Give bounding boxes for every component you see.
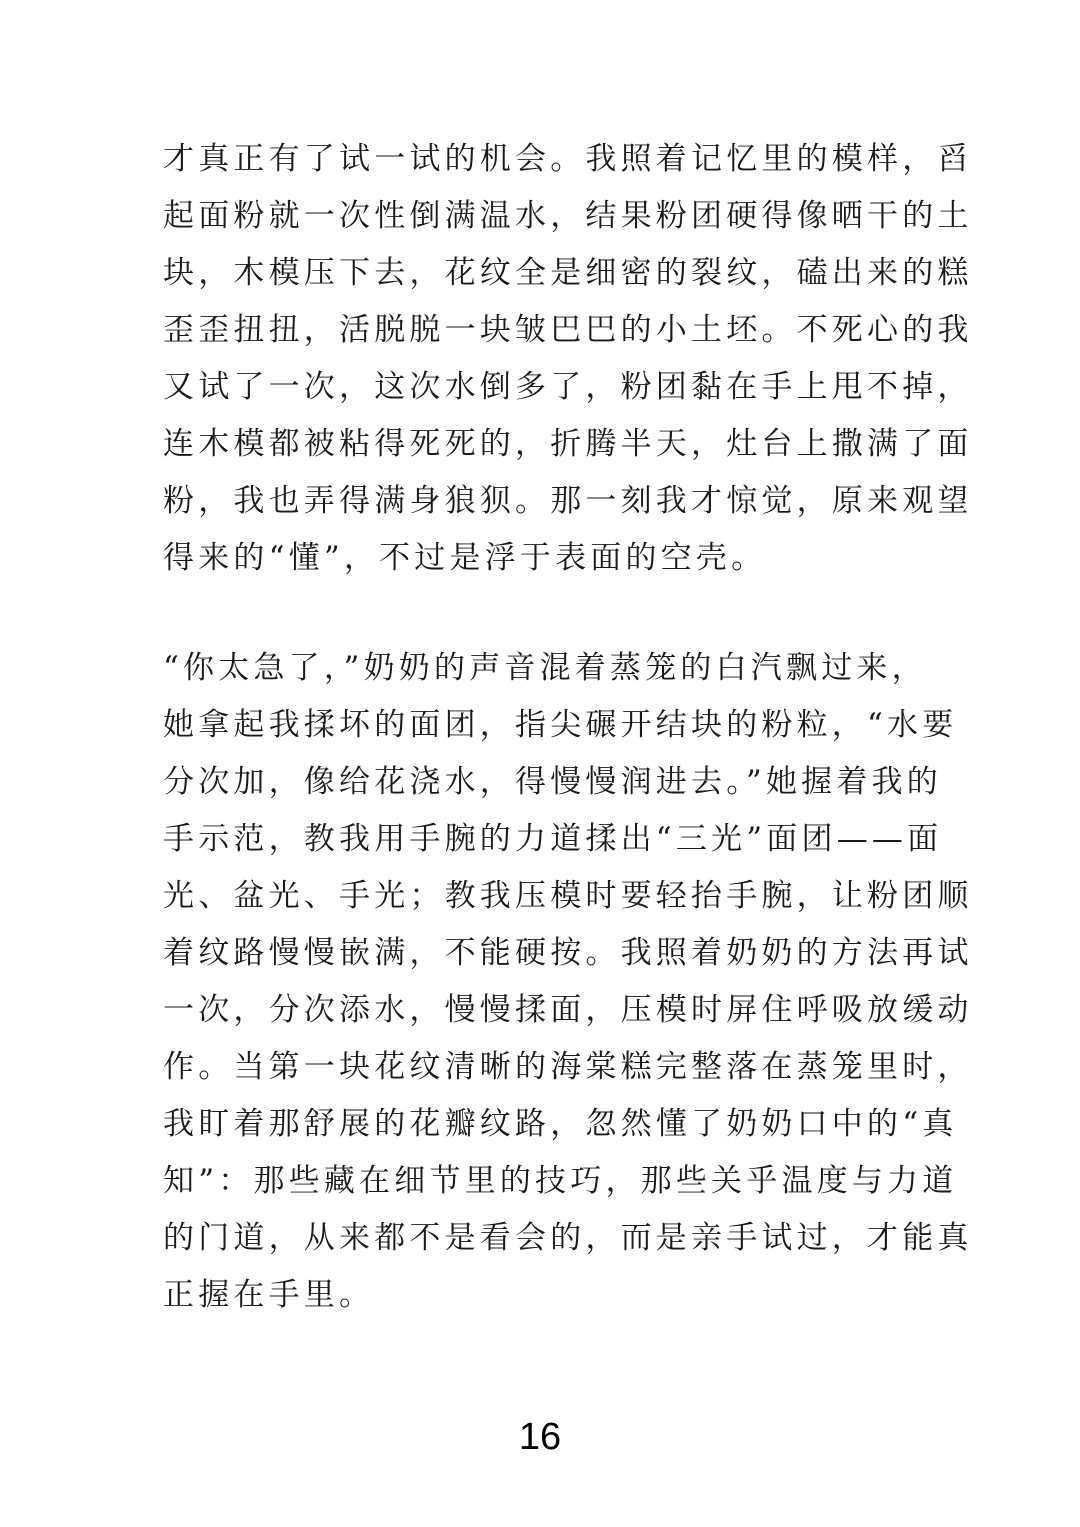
paragraph-line: 得来的“懂”，不过是浮于表面的空壳。 <box>163 540 767 576</box>
paragraph-line: 块，木模压下去，花纹全是细密的裂纹，磕出来的糕 <box>163 255 973 291</box>
paragraph-line: 歪歪扭扭，活脱脱一块皱巴巴的小土坯。不死心的我 <box>163 312 973 348</box>
paragraph-line: 一次，分次添水，慢慢揉面，压模时屏住呼吸放缓动 <box>163 992 973 1028</box>
paragraph-line: 分次加，像给花浇水，得慢慢润进去。”她握着我的 <box>163 764 942 800</box>
paragraph-line: 才真正有了试一试的机会。我照着记忆里的模样，舀 <box>163 141 973 177</box>
paragraph-line: 起面粉就一次性倒满温水，结果粉团硬得像晒干的土 <box>163 198 973 234</box>
paragraph-line: 又试了一次，这次水倒多了，粉团黏在手上甩不掉， <box>163 369 973 405</box>
paragraph-line: 她拿起我揉坏的面团，指尖碾开结块的粉粒，“水要 <box>163 707 958 743</box>
paragraph-line: 正握在手里。 <box>163 1277 375 1313</box>
paragraph-line: 作。当第一块花纹清晰的海棠糕完整落在蒸笼里时， <box>163 1049 973 1085</box>
paragraph-line: 粉，我也弄得满身狼狈。那一刻我才惊觉，原来观望 <box>163 483 973 519</box>
paragraph-line: 着纹路慢慢嵌满，不能硬按。我照着奶奶的方法再试 <box>163 935 973 971</box>
page-number: 16 <box>518 1416 562 1458</box>
paragraph-line: 我盯着那舒展的花瓣纹路，忽然懂了奶奶口中的“真 <box>163 1106 958 1142</box>
paragraph-line: 连木模都被粘得死死的，折腾半天，灶台上撒满了面 <box>163 426 973 462</box>
paragraph-line: 的门道，从来都不是看会的，而是亲手试过，才能真 <box>163 1220 973 1256</box>
paragraph-line: 知”：那些藏在细节里的技巧，那些关乎温度与力道 <box>163 1163 958 1199</box>
paragraph-line: “你太急了，”奶奶的声音混着蒸笼的白汽飘过来， <box>163 650 927 686</box>
paragraph-line: 手示范，教我用手腕的力道揉出“三光”面团——面 <box>163 821 943 857</box>
paragraph-2 <box>163 640 973 1324</box>
paragraph-1 <box>163 131 973 587</box>
paragraph-line: 光、盆光、手光；教我压模时要轻抬手腕，让粉团顺 <box>163 878 973 914</box>
